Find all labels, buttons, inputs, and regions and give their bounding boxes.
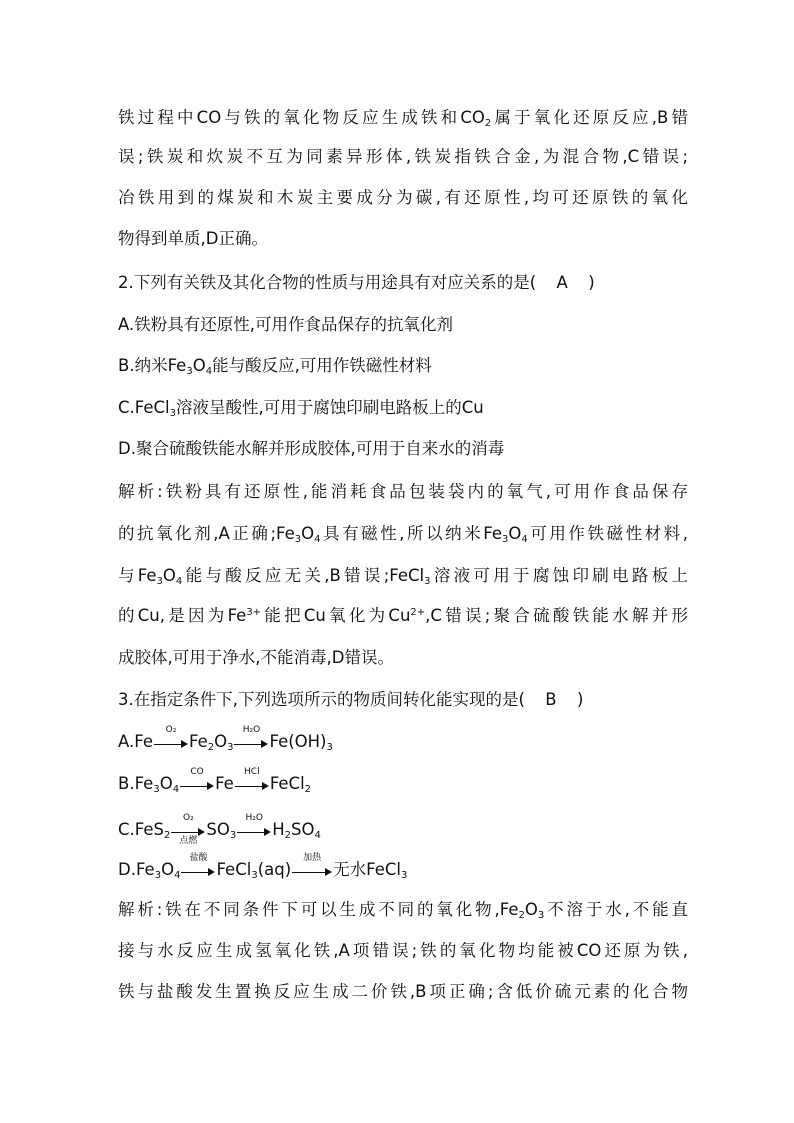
reaction-arrow: HCl	[235, 778, 269, 792]
explanation-3-line-3: 铁与盐酸发生置换反应生成二价铁,B项正确;含低价硫元素的化合物	[118, 982, 688, 1001]
explanation-2-line-1: 解析:铁粉具有还原性,能消耗食品包装袋内的氧气,可用作食品保存	[118, 482, 688, 501]
reaction-arrow: CO	[180, 778, 214, 792]
text-line-3: 冶铁用到的煤炭和木炭主要成分为碳,有还原性,均可还原铁的氧化	[118, 188, 688, 207]
reaction-arrow: 盐酸	[181, 864, 215, 878]
question-3-option-b: $B.Fe_3O_4$ CO Fe HCl FeCl$_2$	[118, 766, 312, 795]
question-2-stem: 2.下列有关铁及其化合物的性质与用途具有对应关系的是( A )	[118, 271, 688, 295]
question-2-option-d: D.聚合硫酸铁能水解并形成胶体,可用于自来水的消毒	[118, 439, 505, 458]
question-2-option-c: C.FeCl$_3$溶液呈酸性,可用于腐蚀印刷电路板上的Cu	[118, 398, 484, 419]
question-3-stem: 3.在指定条件下,下列选项所示的物质间转化能实现的是( B )	[118, 688, 688, 712]
explanation-3-line-2: 接与水反应生成氢氧化铁,A项错误;铁的氧化物均能被CO还原为铁,	[118, 941, 688, 960]
reaction-arrow: 加热	[292, 864, 332, 878]
question-2-answer: A	[556, 273, 568, 292]
question-3-option-d: $D.Fe_3O_4$ 盐酸 FeCl$_3$(aq) 加热 无水FeCl$_3$	[118, 852, 408, 881]
question-3-answer: B	[545, 690, 557, 709]
explanation-2-line-3: 与$Fe_3O_4$能与酸反应无关,B错误;FeCl$_3$溶液可用于腐蚀印刷电路板上	[118, 566, 688, 587]
explanation-3-line-1: 解析:铁在不同条件下可以生成不同的氧化物$,Fe_2O_3$不溶于水,不能直	[118, 900, 688, 921]
explanation-2-line-4: 的Cu,是因为$Fe^{3+}$能把Cu氧化为$Cu^{2+},C$错误;聚合硫酸铁能水解并形	[118, 606, 688, 625]
explanation-2-line-2: 的抗氧化剂,A正确$;Fe_3O_4$具有磁性,所以纳米$Fe_3O_4$可用作铁磁性材料,	[118, 524, 688, 545]
question-2-option-a: A.铁粉具有还原性,可用作食品保存的抗氧化剂	[118, 315, 453, 334]
reaction-arrow: O₂ 点燃	[171, 824, 205, 838]
text-line-4: 物得到单质,D正确。	[118, 229, 268, 248]
text-line-2: 误;铁炭和炊炭不互为同素异形体,铁炭指铁合金,为混合物,C错误;	[118, 147, 688, 166]
question-3-option-a: A.Fe O₂ $Fe_2O_3$ H₂O $Fe(OH)_3$	[118, 724, 333, 753]
text-line-1: 铁过程中CO与铁的氧化物反应生成铁和$CO_2$属于氧化还原反应,B错	[118, 108, 688, 129]
question-3-option-c: C.FeS$_2$ O₂ 点燃 $SO_3$ H₂O $H_2SO_4$	[118, 812, 321, 846]
explanation-2-line-5: 成胶体,可用于净水,不能消毒,D错误。	[118, 648, 394, 667]
reaction-arrow: H₂O	[234, 736, 268, 750]
reaction-arrow: O₂	[154, 736, 188, 750]
reaction-arrow: H₂O	[237, 824, 271, 838]
question-2-option-b: B.纳米$Fe_3O_4$能与酸反应,可用作铁磁性材料	[118, 356, 432, 377]
